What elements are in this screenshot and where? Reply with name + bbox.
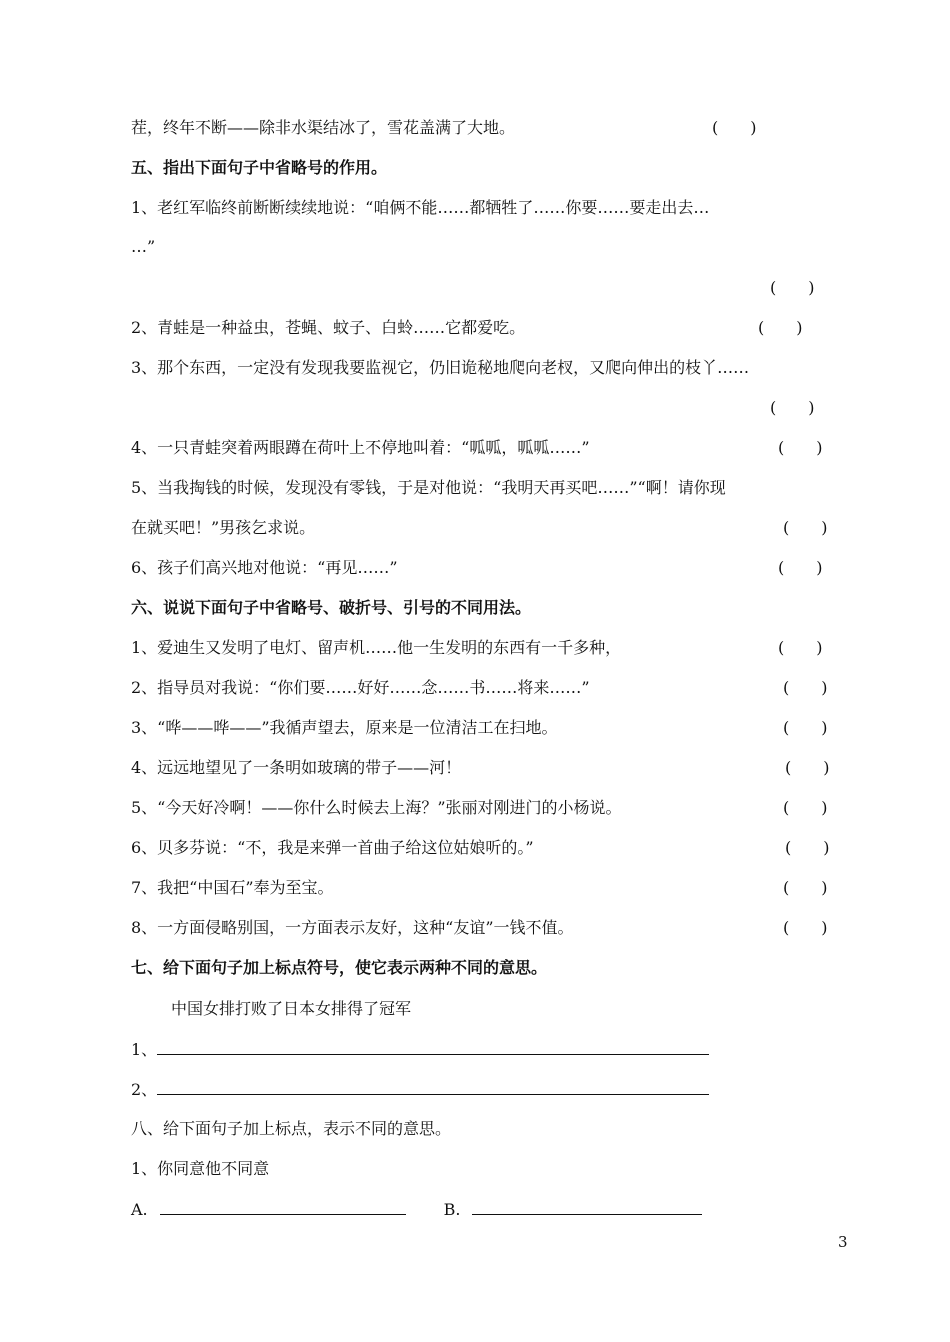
question-line: …” [131, 237, 156, 256]
question-line: 5、“今天好冷啊！——你什么时候去上海？”张丽对刚进门的小杨说。 [131, 798, 622, 817]
answer-line[interactable] [131, 1038, 709, 1061]
answer-number: 2、 [131, 1080, 158, 1099]
option-a-label: A. [131, 1200, 148, 1219]
question-line: 6、贝多芬说：“不，我是来弹一首曲子给这位姑娘听的。” [131, 838, 534, 857]
question-line: 1、你同意他不同意 [131, 1159, 270, 1178]
answer-bracket: ( ) [783, 878, 828, 897]
section-heading: 八、给下面句子加上标点，表示不同的意思。 [131, 1119, 452, 1138]
prompt-sentence: 中国女排打败了日本女排得了冠军 [171, 999, 412, 1018]
question-line: 3、“哗——哗——”我循声望去，原来是一位清洁工在扫地。 [131, 718, 558, 737]
answer-bracket: ( ) [783, 798, 828, 817]
option-b-label: B. [443, 1200, 461, 1219]
question-line: 6、孩子们高兴地对他说：“再见……” [131, 558, 398, 577]
question-line: 4、一只青蛙突着两眼蹲在荷叶上不停地叫着：“呱呱，呱呱……” [131, 438, 590, 457]
answer-bracket: ( ) [712, 118, 757, 137]
answer-bracket: ( ) [783, 918, 828, 937]
section-heading: 五、指出下面句子中省略号的作用。 [131, 158, 388, 177]
answer-bracket: ( ) [785, 758, 830, 777]
answer-blank[interactable] [157, 1038, 709, 1055]
answer-blank[interactable] [157, 1078, 709, 1095]
section-heading: 七、给下面句子加上标点符号，使它表示两种不同的意思。 [131, 958, 548, 977]
answer-bracket: ( ) [770, 398, 815, 417]
question-line: 7、我把“中国石”奉为至宝。 [131, 878, 334, 897]
answer-bracket: ( ) [758, 318, 803, 337]
answer-bracket: ( ) [778, 558, 823, 577]
answer-line[interactable] [131, 1078, 709, 1101]
option-a-blank[interactable] [160, 1198, 406, 1215]
question-line: 1、老红军临终前断断续续地说：“咱俩不能……都牺牲了……你要……要走出去… [131, 198, 710, 217]
answer-line[interactable] [131, 1198, 702, 1221]
question-line: 2、青蛙是一种益虫，苍蝇、蚊子、白蛉……它都爱吃。 [131, 318, 526, 337]
answer-number: 1、 [131, 1040, 158, 1059]
section-heading: 六、说说下面句子中省略号、破折号、引号的不同用法。 [131, 598, 532, 617]
answer-bracket: ( ) [770, 278, 815, 297]
question-line: 2、指导员对我说：“你们要……好好……念……书……将来……” [131, 678, 590, 697]
question-line: 8、一方面侵略别国，一方面表示友好，这种“友谊”一钱不值。 [131, 918, 574, 937]
answer-bracket: ( ) [783, 678, 828, 697]
option-b-blank[interactable] [472, 1198, 702, 1215]
answer-bracket: ( ) [778, 438, 823, 457]
answer-bracket: ( ) [778, 638, 823, 657]
question-line: 5、当我掏钱的时候，发现没有零钱，于是对他说：“我明天再买吧……”“啊！请你现 [131, 478, 726, 497]
question-line: 3、那个东西，一定没有发现我要监视它，仍旧诡秘地爬向老杈，又爬向伸出的枝丫…… [131, 358, 750, 377]
answer-bracket: ( ) [783, 718, 828, 737]
question-line: 在就买吧！”男孩乞求说。 [131, 518, 316, 537]
question-line: 4、远远地望见了一条明如玻璃的带子——河！ [131, 758, 462, 777]
answer-bracket: ( ) [785, 838, 830, 857]
text-line: 茬，终年不断——除非水渠结冰了，雪花盖满了大地。 [131, 118, 516, 137]
question-line: 1、爱迪生又发明了电灯、留声机……他一生发明的东西有一千多种， [131, 638, 622, 657]
answer-bracket: ( ) [783, 518, 828, 537]
page-number: 3 [838, 1233, 848, 1251]
